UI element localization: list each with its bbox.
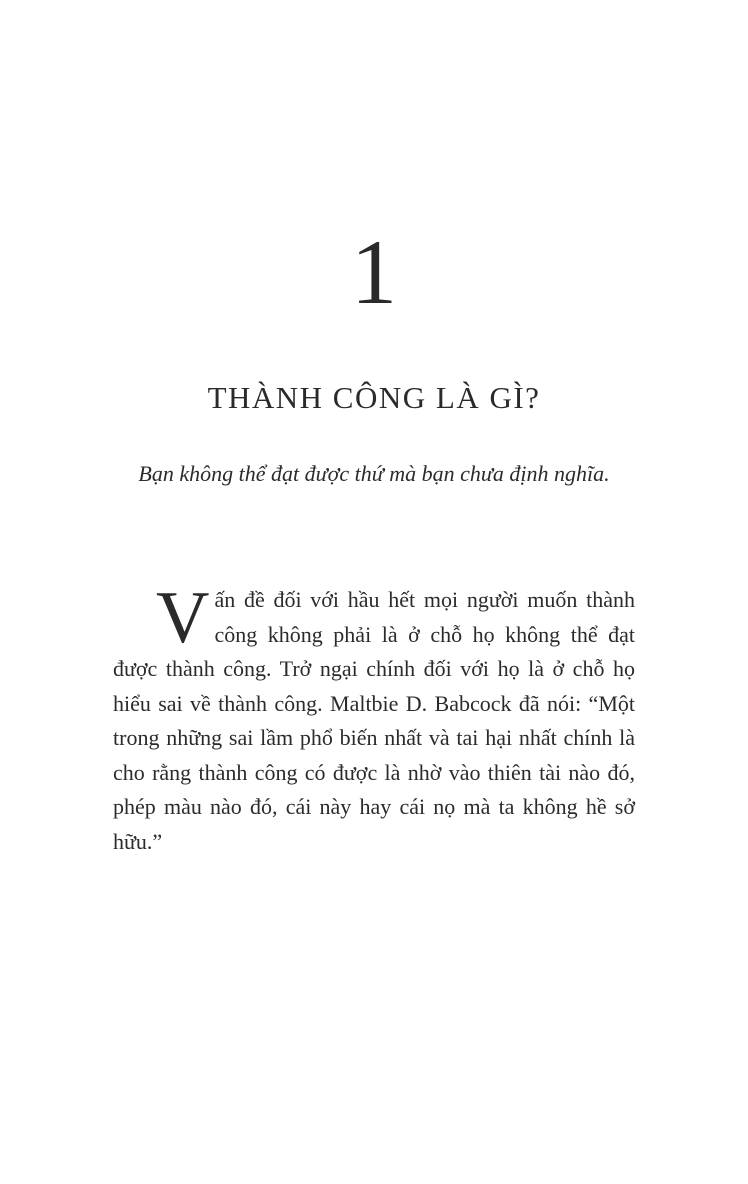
chapter-title: THÀNH CÔNG LÀ GÌ? xyxy=(207,380,541,415)
drop-cap: V xyxy=(156,577,210,659)
chapter-epigraph: Bạn không thể đạt được thứ mà bạn chưa định nghĩa. xyxy=(138,461,610,486)
paragraph-text: ấn đề đối với hầu hết mọi người muốn thành công không phải là ở chỗ họ không thể đạt được thành công. Trở ngại chính đối với họ là ở chỗ họ hiểu sai về thành công. Maltbie D. Babcock đã nói: “Một trong những sai lầm phổ biến nhất và tai hại nhất chính là cho rằng thành công có được là nhờ vào thiên tài nào đó, phép màu nào đó, cái này hay cái nọ mà ta không hề sở hữu.” xyxy=(113,587,635,854)
chapter-number: 1 xyxy=(351,221,397,323)
body-paragraph xyxy=(113,577,635,859)
